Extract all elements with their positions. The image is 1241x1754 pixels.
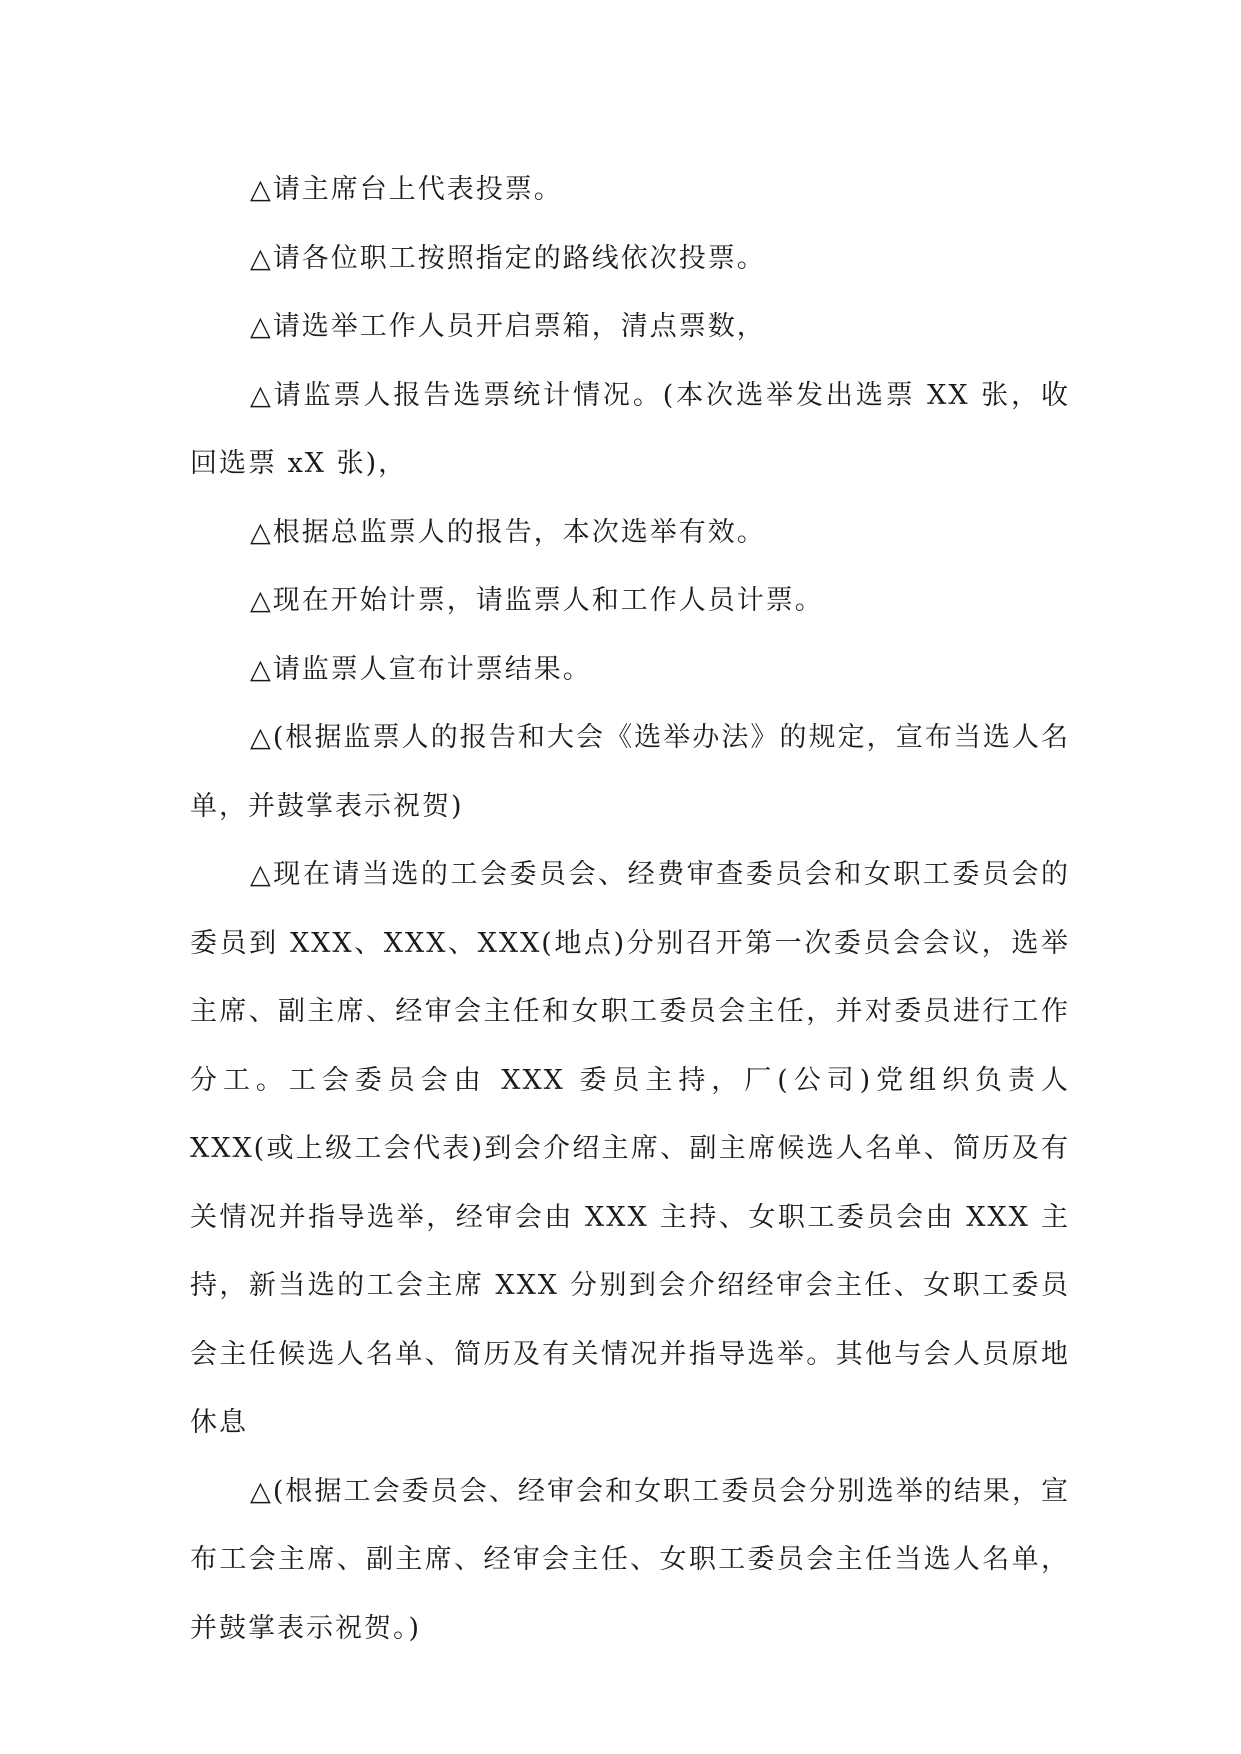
paragraph-1: △请主席台上代表投票。 [250,174,563,205]
paragraph-7: △请监票人宣布计票结果。 [250,653,592,685]
paragraph-6: △现在开始计票，请监票人和工作人员计票。 [250,585,824,616]
paragraph-4: △请监票人报告选票统计情况。(本次选举发出选票 XX 张，收回选票 xX 张)， [190,379,1070,479]
paragraph-9: △现在请当选的工会委员会、经费审查委员会和女职工委员会的委员到 XXX、XXX、XXX(地点)分别召开第一次委员会会议，选举主席、副主席、经审会主任和女职工委员会主任，并对委员进行工作分工。工会委员会由 XXX 委员主持，厂(公司)党组织负责人 XXX(或上级工会代表)到会介绍主席、副主席候选人名单、简历及有关情况并指导选举，经审会由 XXX 主持、女职工委员会由 XXX 主持，新当选的工会主席 XXX 分别到会介绍经审会主任、女职工委员会主任候选人名单、简历及有关情况并指导选举。其他与会人员原地休息 [190,859,1070,1438]
paragraph-3: △请选举工作人员开启票箱，清点票数， [250,311,766,342]
paragraph-2: △请各位职工按照指定的路线依次投票。 [250,242,766,274]
paragraph-8: △(根据监票人的报告和大会《选举办法》的规定，宣布当选人名单，并鼓掌表示祝贺) [190,722,1070,822]
paragraph-10: △(根据工会委员会、经审会和女职工委员会分别选举的结果，宣布工会主席、副主席、经审会主任、女职工委员会主任当选人名单，并鼓掌表示祝贺。) [190,1475,1070,1644]
document-body [190,156,1070,1663]
paragraph-5: △根据总监票人的报告，本次选举有效。 [250,516,766,548]
